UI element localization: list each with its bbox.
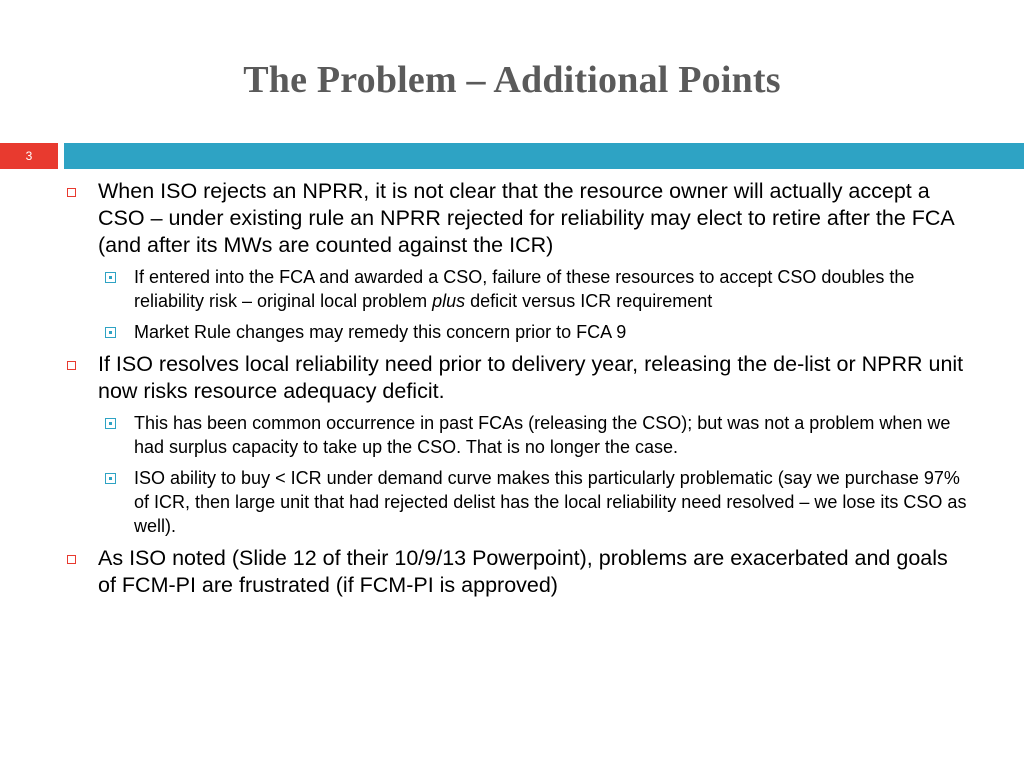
sub-bullet-text: Market Rule changes may remedy this concern prior to FCA 9 [134, 322, 627, 342]
bullet-item [60, 351, 970, 405]
square-bullet-icon [105, 418, 116, 429]
square-bullet-icon [105, 327, 116, 338]
bullet-text: As ISO noted (Slide 12 of their 10/9/13 Powerpoint), problems are exacerbated and goals of FCM-PI are frustrated (if FCM-PI is approved) [98, 546, 948, 597]
sub-bullet-item [60, 411, 970, 459]
hollow-square-bullet-icon [67, 361, 76, 370]
square-bullet-icon [105, 473, 116, 484]
slide-number: 3 [25, 149, 33, 163]
hollow-square-bullet-icon [67, 555, 76, 564]
bullet-text: When ISO rejects an NPRR, it is not clear that the resource owner will actually accept a CSO – under existing rule an NPRR rejected for reliability may elect to retire after the FCA (and after its MWs are counted against the ICR) [98, 179, 954, 257]
sub-bullet-item [60, 265, 970, 313]
bullet-list [60, 178, 970, 605]
bullet-text: If ISO resolves local reliability need prior to delivery year, releasing the de-list or NPRR unit now risks resource adequacy deficit. [98, 352, 964, 403]
sub-bullet-item [60, 320, 970, 344]
sub-bullet-text: This has been common occurrence in past FCAs (releasing the CSO); but was not a problem when we had surplus capacity to take up the CSO. That is no longer the case. [134, 413, 951, 457]
sub-bullet-text: If entered into the FCA and awarded a CSO, failure of these resources to accept CSO doubles the reliability risk – original local problem plus deficit versus ICR requirement [134, 267, 915, 311]
slide-title: The Problem – Additional Points [243, 59, 781, 101]
bullet-item [60, 545, 970, 599]
hollow-square-bullet-icon [67, 188, 76, 197]
sub-bullet-item [60, 466, 970, 538]
header-accent-bar [64, 143, 1024, 169]
square-bullet-icon [105, 272, 116, 283]
bullet-item [60, 178, 970, 259]
sub-bullet-text: ISO ability to buy < ICR under demand curve makes this particularly problematic (say we purchase 97% of ICR, then large unit that had rejected delist has the local reliability need resolved – we lose its CSO as well). [134, 468, 967, 536]
